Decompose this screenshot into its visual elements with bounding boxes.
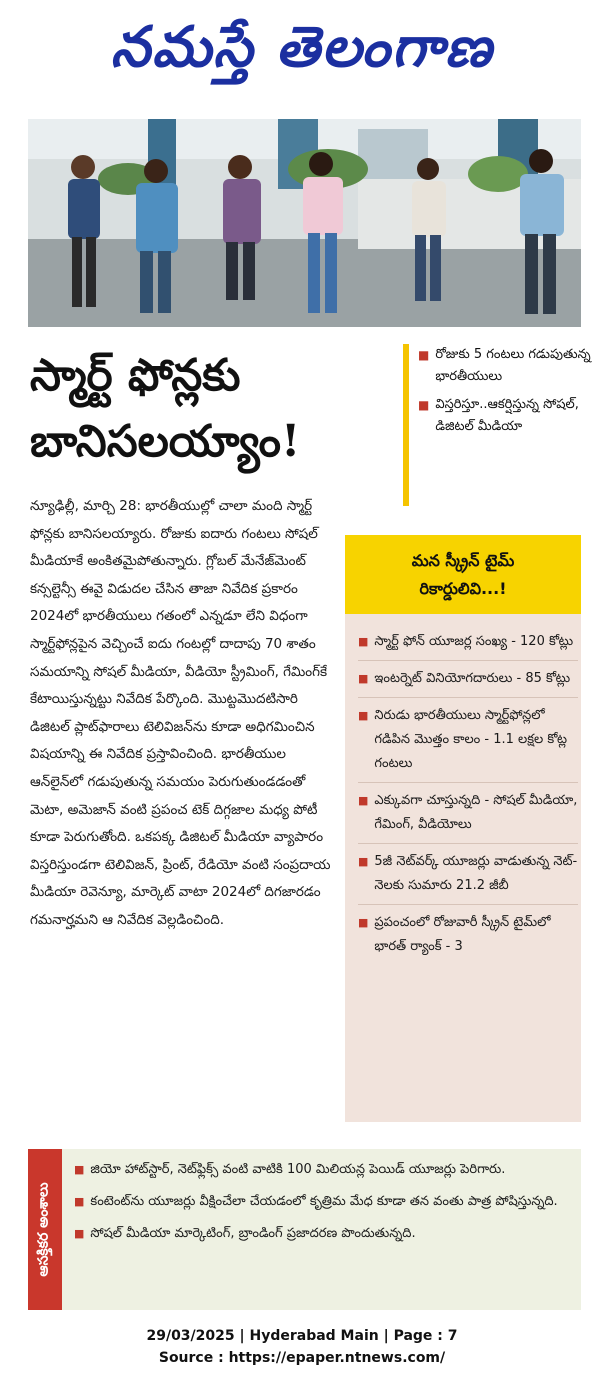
list-item: ■ జియో హాట్‌స్టార్, నెట్‌ఫ్లిక్స్ వంటి వాటికి 100 మిలియన్ల పెయిడ్ యూజర్లు పెరిగారు. — [74, 1158, 574, 1182]
news-photo — [28, 119, 581, 327]
list-item: ■ ఇంటర్నెట్ వినియోగదారులు - 85 కోట్లు — [358, 667, 578, 698]
square-bullet-icon: ■ — [358, 855, 369, 868]
footer-date-edition: 29/03/2025 | Hyderabad Main | Page : 7 — [146, 1328, 458, 1344]
square-bullet-icon: ■ — [358, 672, 369, 685]
facts-label — [28, 1149, 62, 1310]
list-item: ■ కంటెంట్‌ను యూజర్లు వీక్షించేలా చేయడంలో కృత్రిమ మేధ కూడా తన వంతు పాత్ర పోషిస్తున్నది. — [74, 1190, 574, 1214]
square-bullet-icon: ■ — [74, 1163, 85, 1176]
square-bullet-icon: ■ — [74, 1195, 85, 1208]
list-item: ■ నిరుడు భారతీయులు స్మార్ట్‌ఫోన్లలో గడిపిన మొత్తం కాలం - 1.1 లక్షల కోట్ల గంటలు — [358, 704, 578, 783]
list-item: ■ ఎక్కువగా చూస్తున్నది - సోషల్ మీడియా, గేమింగ్, వీడియోలు — [358, 789, 578, 844]
footer-source: Source : https://epaper.ntnews.com/ — [158, 1350, 446, 1366]
square-bullet-icon: ■ — [358, 709, 369, 722]
square-bullet-icon: ■ — [358, 916, 369, 929]
stats-heading-line-1: మన స్క్రీన్ టైమ్ — [411, 550, 515, 570]
stats-heading — [345, 535, 581, 614]
square-bullet-icon: ■ — [418, 398, 430, 412]
headline-line-1: స్మార్ట్ ఫోన్లకు — [30, 350, 241, 401]
list-item: ■ స్మార్ట్ ఫోన్ యూజర్ల సంఖ్య - 120 కోట్లు — [358, 630, 578, 661]
list-item: ■ రోజుకు 5 గంటలు గడుపుతున్న భారతీయులు — [418, 344, 596, 388]
masthead — [0, 8, 604, 100]
list-item: ■ విస్తరిస్తూ..ఆకర్షిస్తున్న సోషల్, డిజిటల్ మీడియా — [418, 394, 596, 438]
facts-label-text: ఆసక్తికర అంశాలు — [35, 1182, 52, 1277]
square-bullet-icon: ■ — [74, 1227, 85, 1240]
headline — [30, 343, 400, 475]
list-item: ■ సోషల్ మీడియా మార్కెటింగ్, బ్రాండింగ్ ప్రజాదరణ పొందుతున్నది. — [74, 1222, 574, 1246]
stats-list — [358, 630, 578, 971]
masthead-title: నమస్తే తెలంగాణ — [110, 14, 494, 80]
highlight-accent-bar — [403, 344, 409, 506]
highlights-list — [418, 344, 596, 444]
headline-line-2: బానిసలయ్యాం! — [30, 416, 301, 467]
list-item: ■ ప్రపంచంలో రోజువారీ స్క్రీన్ టైమ్‌లో భారత్ ర్యాంక్ - 3 — [358, 911, 578, 965]
square-bullet-icon: ■ — [358, 635, 369, 648]
square-bullet-icon: ■ — [418, 348, 430, 362]
stats-heading-line-2: రికార్డులివి...! — [419, 578, 507, 598]
page-footer — [0, 1325, 604, 1369]
square-bullet-icon: ■ — [358, 794, 369, 807]
facts-list — [74, 1158, 574, 1254]
article-body: న్యూఢిల్లీ, మార్చి 28: భారతీయుల్లో చాలా మంది స్మార్ట్ ఫోన్లకు బానిసలయ్యారు. రోజుకు ఐదారు గంటలు సోషల్ మీడియాకే అంకితమైపోతున్నారు. గ్లోబల్ మేనేజ్‌మెంట్ కన్సల్టెన్సీ ఈవై విడుదల చేసిన తాజా నివేదిక ప్రకారం 2024లో భారతీయులు గతంలో ఎన్నడూ లేని విధంగా స్మార్ట్‌ఫోన్లపైన వెచ్చించే ఐదు గంటల్లో దాదాపు 70 శాతం సమయాన్ని సోషల్ మీడియా, వీడియో స్ట్రీమింగ్, గేమింగ్‌కే కేటాయిస్తున్నట్టు నివేదిక పేర్కొంది. మొట్టమొదటిసారి డిజిటల్ ప్లాట్‌ఫారాలు టెలివిజన్‌ను కూడా అధిగమించిన విషయాన్ని ఈ నివేదిక ప్రస్తావించింది. భారతీయుల ఆన్‌లైన్‌లో గడుపుతున్న సమయం పెరుగుతుండడంతో మెటా, అమెజాన్ వంటి ప్రపంచ టెక్ దిగ్గజాల మధ్య పోటీ కూడా పెరుగుతోంది. ఒకపక్క డిజిటల్ మీడియా వ్యాపారం విస్తరిస్తుండగా టెలివిజన్, ప్రింట్, రేడియో వంటి సంప్రదాయ మీడియా రెవెన్యూ, మార్కెట్ వాటా 2024లో దిగజారడం గమనార్హమని ఆ నివేదిక వెల్లడించింది. — [30, 498, 331, 928]
list-item: ■ 5జీ నెట్‌వర్క్ యూజర్లు వాడుతున్న నెట్- నెలకు సుమారు 21.2 జీబీ — [358, 850, 578, 905]
